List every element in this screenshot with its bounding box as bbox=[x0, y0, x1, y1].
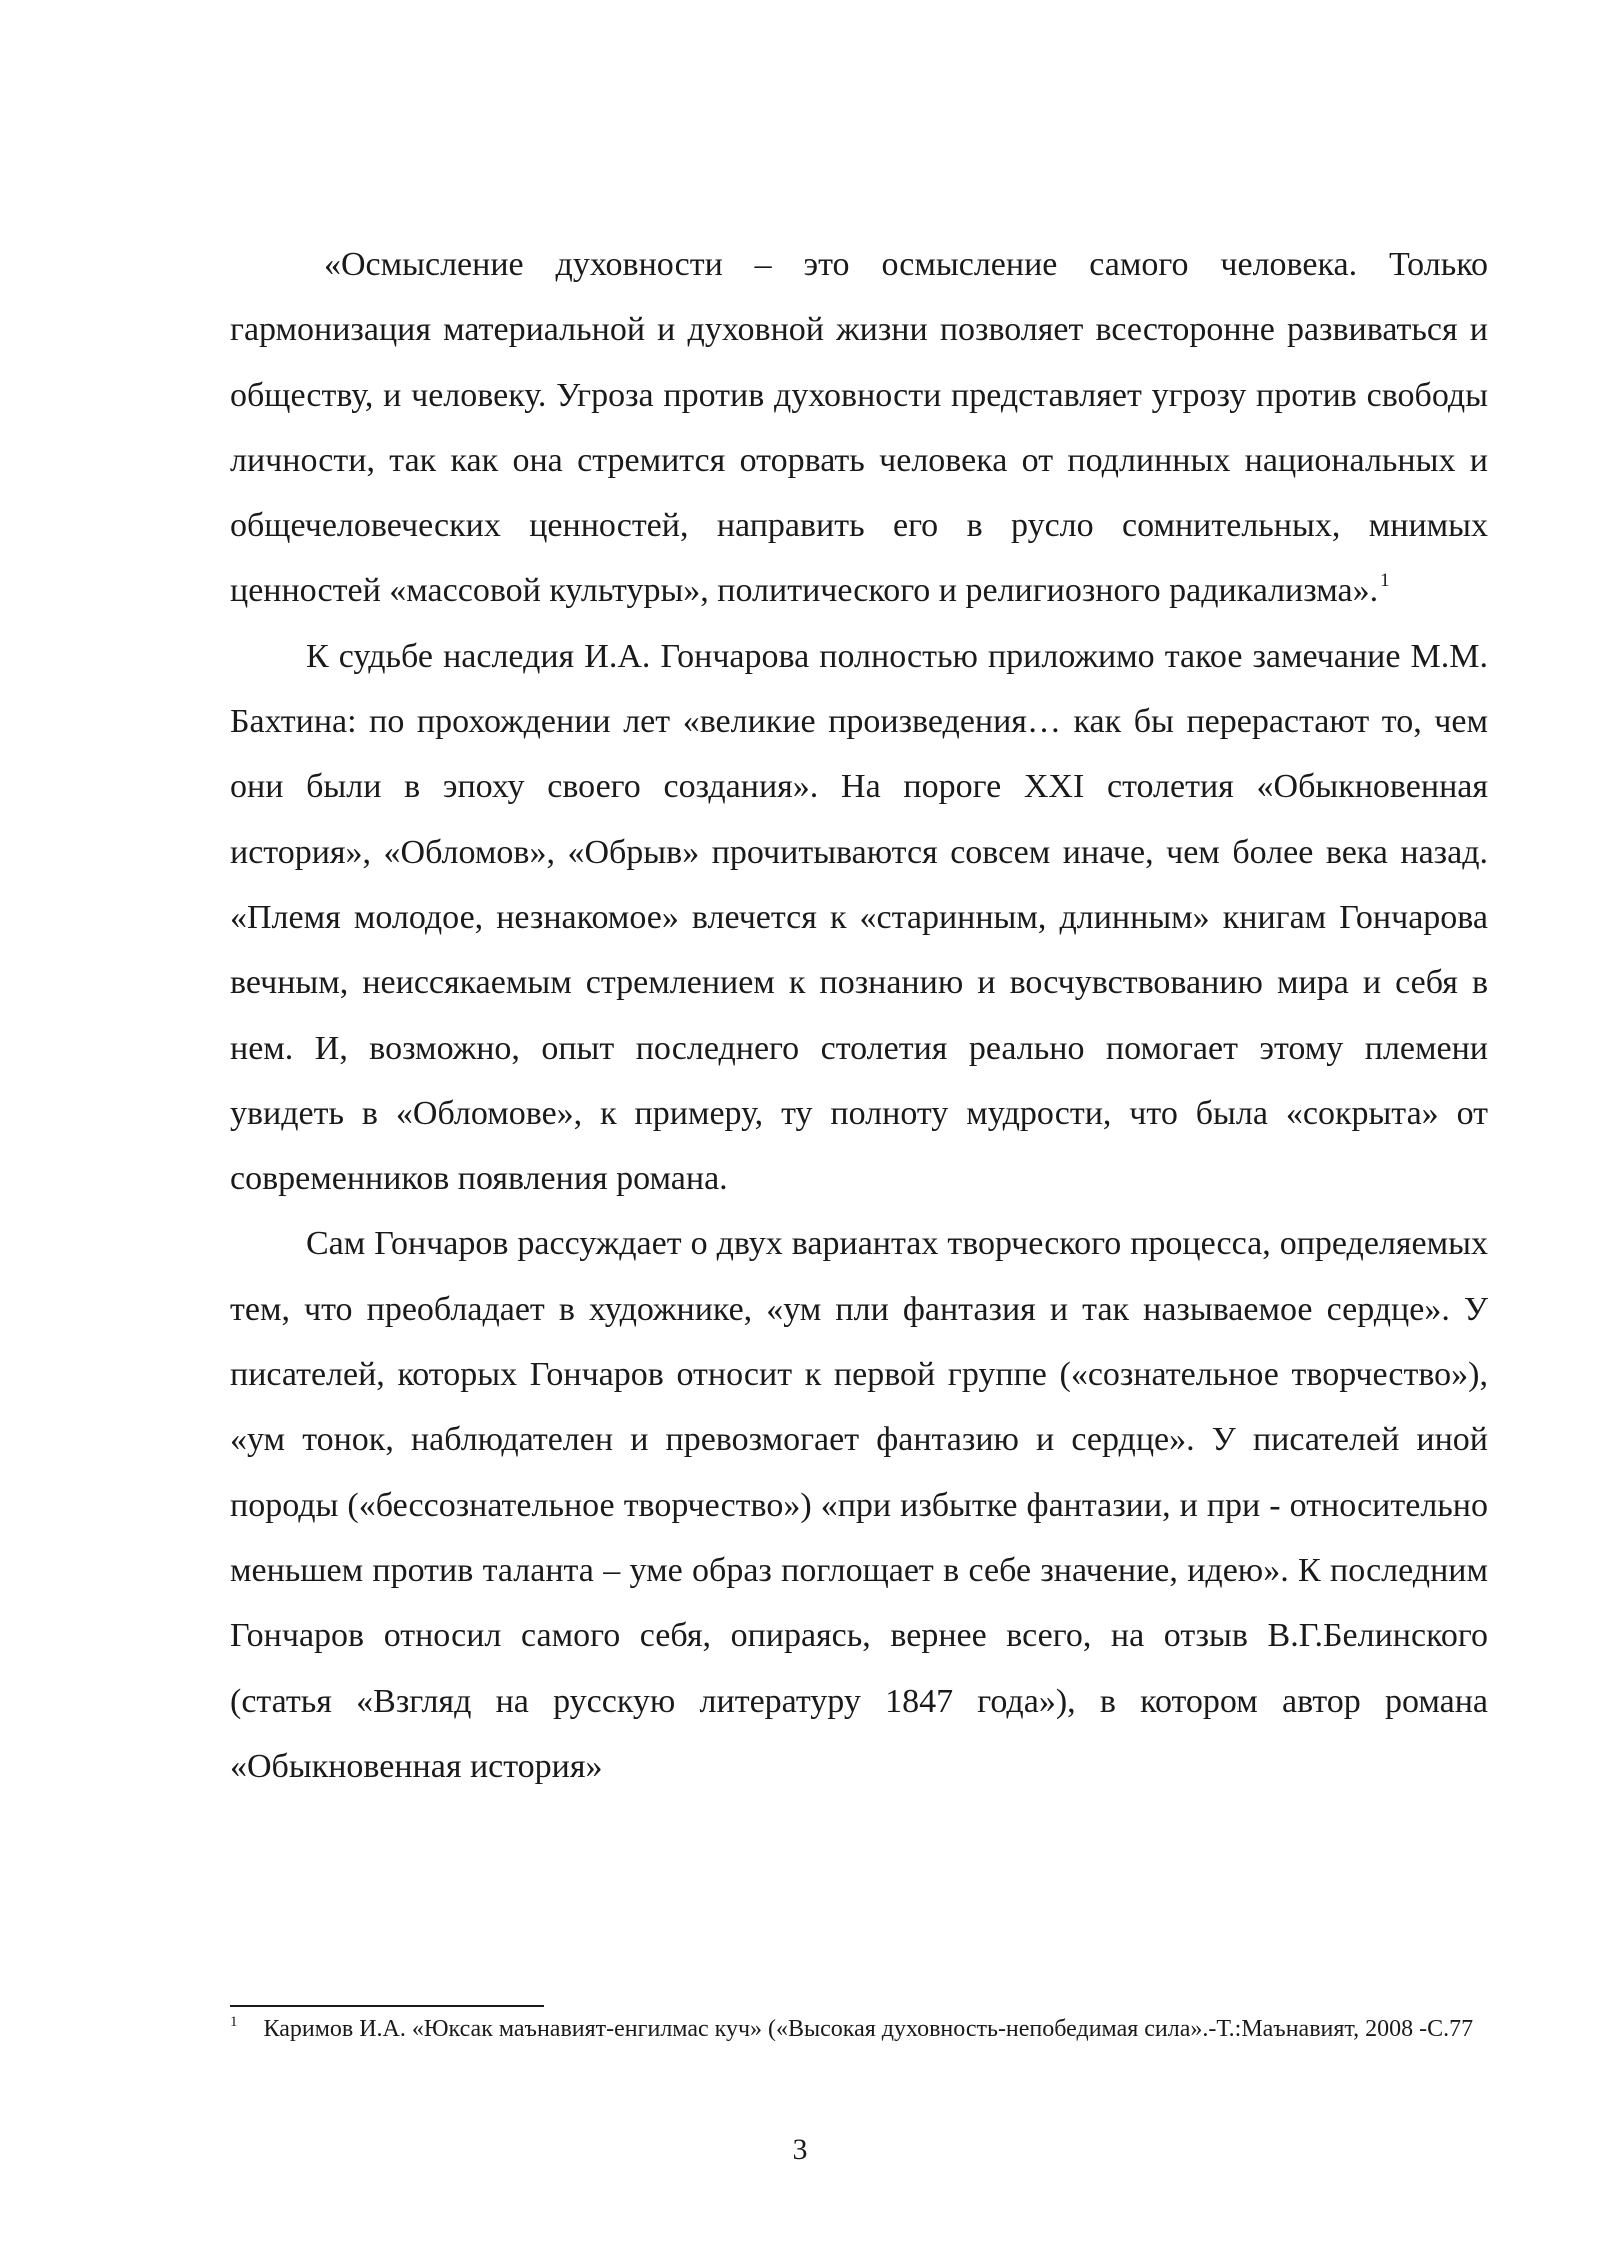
document-body bbox=[230, 232, 1488, 1799]
footnote-separator bbox=[230, 2005, 544, 2007]
paragraph-goncharov-legacy bbox=[230, 624, 1488, 1212]
paragraph-text: К судьбе наследия И.А. Гончарова полностью приложимо такое замечание М.М. Бахтина: по прохождении лет «великие произведения… как бы перерастают то, чем они были в эпоху своего создания». На пороге XXI столетия «Обыкновенная история», «Обломов», «Обрыв» прочитываются совсем иначе, чем более века назад. «Племя молодое, незнакомое» влечется к «старинным, длинным» книгам Гончарова вечным, неиссякаемым стремлением к познанию и восчувствованию мира и себя в нем. И, возможно, опыт последнего столетия реально помогает этому племени увидеть в «Обломове», к примеру, ту полноту мудрости, что была «сокрыта» от современников появления романа. bbox=[230, 637, 1488, 1198]
paragraph-text: «Осмысление духовности – это осмысление самого человека. Только гармонизация материальной и духовной жизни позволяет всесторонне развиваться и обществу, и человеку. Угроза против духовности представляет угрозу против свободы личности, так как она стремится оторвать человека от подлинных национальных и общечеловеческих ценностей, направить его в русло сомнительных, мнимых ценностей «массовой культуры», политического и религиозного радикализма». bbox=[230, 246, 1488, 610]
paragraph-creative-process bbox=[230, 1211, 1488, 1799]
paragraph-quote bbox=[230, 232, 1488, 624]
page-number: 3 bbox=[792, 2133, 808, 2166]
footnote-text: Каримов И.А. «Юксак маънавият-енгилмас куч» («Высокая духовность-непобедимая сила».-Т.:Маънавият, 2008 -С.77 bbox=[263, 2016, 1474, 2042]
footnote-reference[interactable]: 1 bbox=[1380, 570, 1390, 592]
paragraph-text: Сам Гончаров рассуждает о двух вариантах творческого процесса, определяемых тем, что преобладает в художнике, «ум пли фантазия и так называемое сердце». У писателей, которых Гончаров относит к первой группе («сознательное творчество»), «ум тонок, наблюдателен и превозмогает фантазию и сердце». У писателей иной породы («бессознательное творчество») «при избытке фантазии, и при - относительно меньшем против таланта – уме образ поглощает в себе значение, идею». К последним Гончаров относил самого себя, опираясь, вернее всего, на отзыв В.Г.Белинского (статья «Взгляд на русскую литературу 1847 года»), в котором автор романа «Обыкновенная история» bbox=[230, 1225, 1488, 1785]
footnote bbox=[230, 2013, 1488, 2046]
footnote-number: 1 bbox=[230, 2014, 238, 2030]
